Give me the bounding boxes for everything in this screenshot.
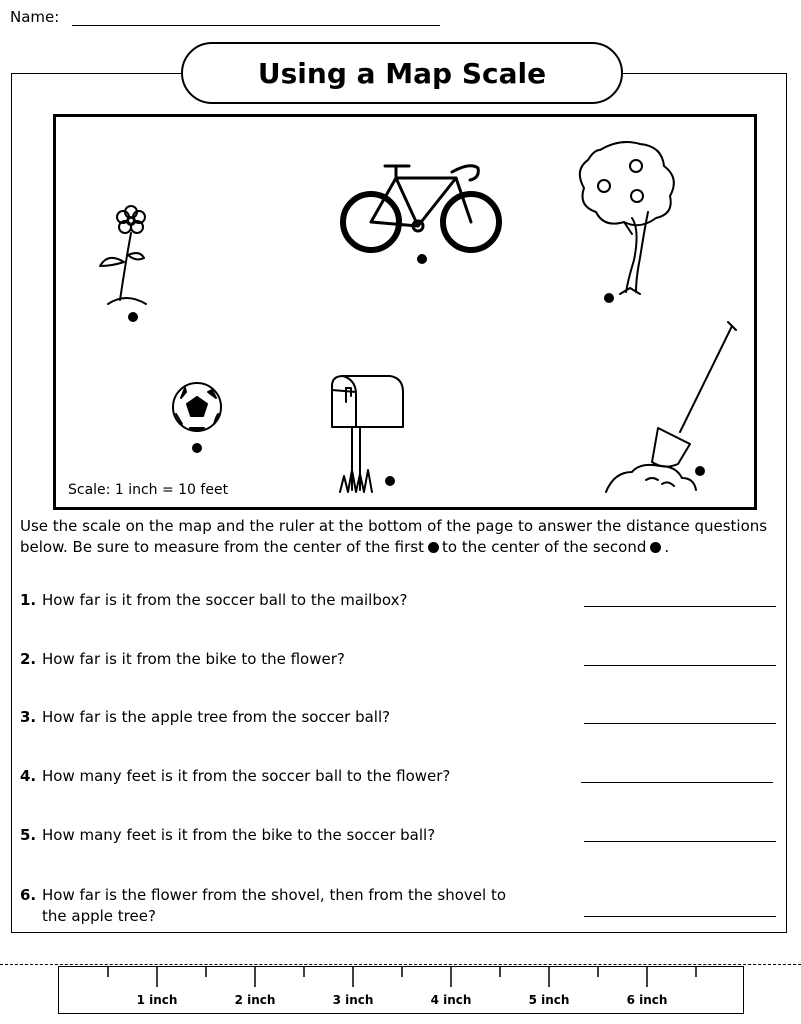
apple-tree-dot bbox=[604, 293, 614, 303]
shovel-dot bbox=[695, 466, 705, 476]
map-scale-label: Scale: 1 inch = 10 feet bbox=[68, 482, 229, 498]
question-text: How many feet is it from the soccer ball to the flower? bbox=[42, 767, 451, 785]
apple-tree-icon bbox=[580, 142, 674, 294]
question-text: How far is it from the bike to the flower? bbox=[42, 650, 345, 668]
answer-line-3[interactable] bbox=[584, 723, 776, 724]
question-number: 4. bbox=[20, 767, 37, 785]
answer-line-5[interactable] bbox=[584, 841, 776, 842]
soccer-ball-icon bbox=[173, 383, 221, 431]
answer-line-4[interactable] bbox=[581, 782, 773, 783]
question-item bbox=[20, 649, 520, 670]
question-number: 5. bbox=[20, 826, 37, 844]
flower-icon bbox=[100, 206, 146, 304]
ruler-label-2: 2 inch bbox=[234, 993, 276, 1007]
ruler-label-6: 6 inch bbox=[626, 993, 668, 1007]
cut-line bbox=[0, 964, 801, 965]
question-text: How many feet is it from the bike to the soccer ball? bbox=[42, 826, 436, 844]
mailbox-icon bbox=[332, 376, 403, 492]
question-item bbox=[20, 825, 520, 846]
question-number: 2. bbox=[20, 650, 37, 668]
instructions-text-3: . bbox=[664, 538, 670, 556]
bicycle-dot bbox=[417, 254, 427, 264]
question-number: 6. bbox=[20, 886, 37, 904]
ruler bbox=[58, 966, 744, 1014]
instructions-text-1: Use the scale on the map and the ruler at the bottom of the page to answer the distance questions below. Be sure to measure from the center of the first bbox=[20, 517, 768, 556]
worksheet-title: Using a Map Scale bbox=[181, 42, 623, 104]
flower-dot bbox=[128, 312, 138, 322]
answer-line-1[interactable] bbox=[584, 606, 776, 607]
question-item bbox=[20, 766, 520, 787]
bullet-dot-icon bbox=[428, 542, 439, 553]
shovel-icon bbox=[606, 322, 736, 492]
bullet-dot-icon bbox=[650, 542, 661, 553]
question-item bbox=[20, 885, 520, 925]
ruler-label-4: 4 inch bbox=[430, 993, 472, 1007]
instructions bbox=[20, 516, 790, 558]
ruler-label-3: 3 inch bbox=[332, 993, 374, 1007]
answer-line-6[interactable] bbox=[584, 916, 776, 917]
answer-line-2[interactable] bbox=[584, 665, 776, 666]
question-item bbox=[20, 590, 520, 611]
soccer-ball-dot bbox=[192, 443, 202, 453]
ruler-ticks bbox=[59, 967, 745, 1015]
bicycle-icon bbox=[343, 166, 499, 250]
mailbox-dot bbox=[385, 476, 395, 486]
instructions-text-2: to the center of the second bbox=[442, 538, 647, 556]
name-label: Name: bbox=[10, 8, 60, 26]
ruler-label-5: 5 inch bbox=[528, 993, 570, 1007]
question-item bbox=[20, 707, 520, 728]
ruler-label-1: 1 inch bbox=[136, 993, 178, 1007]
question-text: How far is it from the soccer ball to the mailbox? bbox=[42, 591, 408, 609]
question-text: How far is the apple tree from the soccer ball? bbox=[42, 708, 391, 726]
question-text: How far is the flower from the shovel, then from the shovel to the apple tree? bbox=[42, 886, 507, 925]
question-number: 3. bbox=[20, 708, 37, 726]
question-number: 1. bbox=[20, 591, 37, 609]
